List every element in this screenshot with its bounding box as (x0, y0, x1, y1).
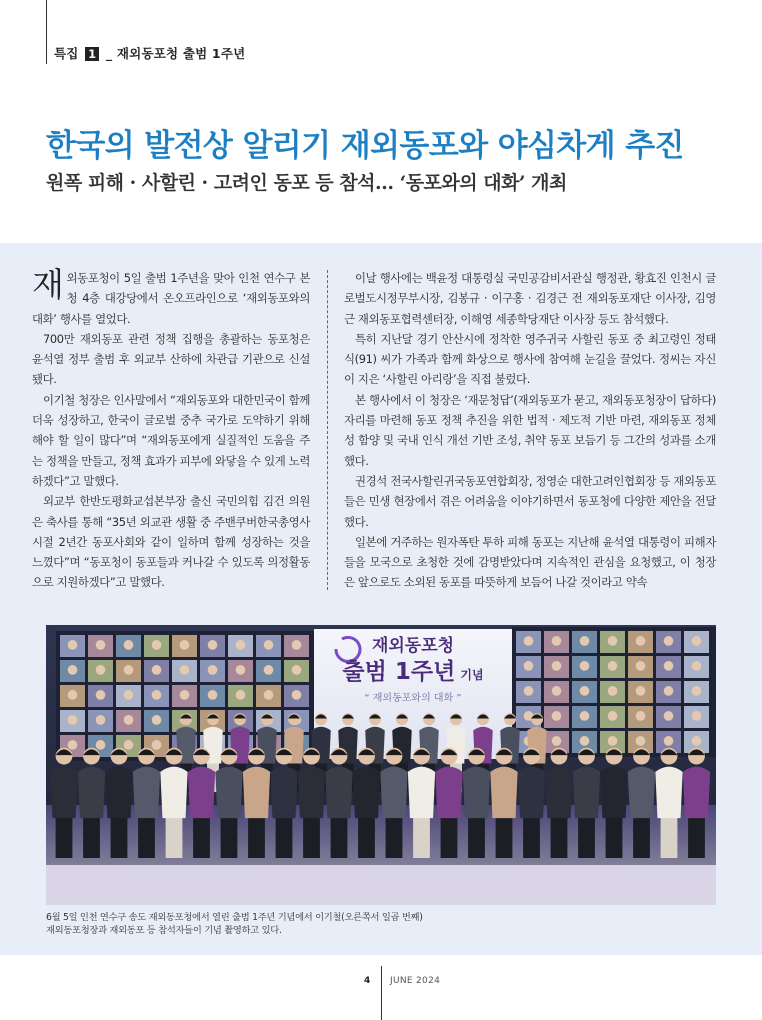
article-paragraph: 이기철 청장은 인사말에서 “재외동포와 대한민국이 함께 더욱 성장하고, 한국이 글로벌 중추 국가로 도약하기 위해 해야 할 일이 많다”며 “재외동포에게 실질적인 도움을 주는 정책을 만들고, 정책 효과가 피부에 와닿을 수 있게 노력하겠다”고 말했다. (32, 392, 310, 488)
video-tile-face (124, 640, 134, 650)
issue-label: JUNE 2024 (390, 976, 441, 986)
caption-line1: 6월 5일 인천 연수구 송도 재외동포청에서 열린 출범 1주년 기념에서 이기철(오른쪽서 일곱 번째) (46, 912, 423, 923)
dropcap: 재 (32, 265, 64, 304)
page-number: 4 (364, 976, 371, 986)
video-tile-face (96, 665, 106, 675)
article-paragraph: 일본에 거주하는 원자폭탄 투하 피해 동포는 지난해 윤석열 대통령이 피해자들을 모국으로 초청한 것에 감명받았다며 지속적인 관심을 요청했고, 이 청장은 앞으로도 소외된 동포를 따뜻하게 보듬어 나갈 것이라고 약속 (344, 534, 716, 590)
video-tile-face (180, 640, 190, 650)
photo-caption (46, 911, 716, 937)
video-tile-face (552, 636, 562, 646)
video-tile-face (152, 715, 162, 725)
video-tile-face (236, 665, 246, 675)
video-tile-face (180, 665, 190, 675)
video-tile-face (580, 636, 590, 646)
video-tile-face (292, 690, 302, 700)
video-tile-face (124, 715, 134, 725)
video-tile-face (692, 686, 702, 696)
video-tile-face (68, 640, 78, 650)
video-tile-face (152, 640, 162, 650)
caption-line2: 재외동포청장과 재외동포 등 참석자들이 기념 촬영하고 있다. (46, 925, 282, 936)
video-tile-face (636, 736, 646, 746)
banner-line1: 재외동포청 (371, 636, 455, 656)
video-tile-face (580, 661, 590, 671)
video-tile-face (580, 686, 590, 696)
video-tile-face (68, 715, 78, 725)
video-tile-face (552, 661, 562, 671)
article-paragraph: 특히 지난달 경기 안산시에 정착한 영주귀국 사할린 동포 중 최고령인 정태식(91) 씨가 가족과 함께 화상으로 행사에 참여해 눈길을 끌었다. 정씨는 자신이 지은 ‘사할린 아리랑’을 직접 불렀다. (344, 331, 716, 387)
video-tile-face (208, 690, 218, 700)
video-tile-face (264, 665, 274, 675)
banner-text (314, 635, 512, 708)
video-tile-face (636, 686, 646, 696)
video-tile-face (524, 661, 534, 671)
video-tile-face (96, 690, 106, 700)
banner-line2: 출범 1주년 (342, 659, 456, 685)
video-tile-face (608, 686, 618, 696)
video-tile-face (692, 661, 702, 671)
video-tile-face (580, 736, 590, 746)
video-tile-face (180, 690, 190, 700)
video-tile-face (608, 736, 618, 746)
section-number-badge: 1 (85, 47, 99, 61)
video-tile-face (692, 636, 702, 646)
article-headline: 한국의 발전상 알리기 재외동포와 야심차게 추진 (46, 128, 684, 164)
video-tile-face (608, 636, 618, 646)
video-tile-face (552, 711, 562, 721)
video-tile-face (664, 736, 674, 746)
column-divider (327, 270, 328, 590)
banner-suffix: 기념 (460, 668, 484, 682)
event-group-photo (46, 625, 716, 905)
video-tile-face (292, 640, 302, 650)
video-tile-face (608, 661, 618, 671)
video-tile-face (552, 686, 562, 696)
video-tile-face (264, 640, 274, 650)
video-tile-face (608, 711, 618, 721)
video-tile-face (208, 640, 218, 650)
section-tag (54, 44, 245, 62)
video-tile-face (152, 690, 162, 700)
video-tile-face (236, 640, 246, 650)
video-tile-face (68, 690, 78, 700)
video-tile-face (292, 665, 302, 675)
banner-line3: “ 재외동포와의 대화 ” (364, 693, 462, 704)
video-tile-face (692, 736, 702, 746)
video-tile-face (524, 636, 534, 646)
footer-vertical-rule (381, 966, 382, 1020)
video-tile-face (96, 715, 106, 725)
video-tile-face (524, 686, 534, 696)
video-tile-face (664, 636, 674, 646)
video-tile-face (236, 690, 246, 700)
video-tile-face (68, 665, 78, 675)
article-paragraph: 권경석 전국사할린귀국동포연합회장, 정영순 대한고려인협회장 등 재외동포들은 민생 현장에서 겪은 어려움을 이야기하면서 동포청에 다양한 제안을 전달했다. (344, 473, 716, 529)
video-tile-face (124, 690, 134, 700)
video-tile-face (68, 740, 78, 750)
section-prefix: 특집 (54, 46, 79, 61)
video-tile-face (152, 740, 162, 750)
video-tile-face (208, 665, 218, 675)
video-tile-face (124, 740, 134, 750)
video-tile-face (152, 665, 162, 675)
video-tile-face (692, 711, 702, 721)
video-tile-face (96, 640, 106, 650)
video-tile-face (552, 736, 562, 746)
section-title: _ 재외동포청 출범 1주년 (105, 46, 246, 61)
article-column-left (32, 265, 310, 593)
video-tile-face (636, 636, 646, 646)
article-paragraph: 재외동포청이 5일 출범 1주년을 맞아 인천 연수구 본청 4층 대강당에서 온오프라인으로 ‘재외동포와의 대화’ 행사를 열었다. (32, 265, 310, 326)
video-tile-face (664, 686, 674, 696)
article-subheadline: 원폭 피해 · 사할린 · 고려인 동포 등 참석… ‘동포와의 대화’ 개최 (46, 172, 567, 194)
video-tile-face (124, 665, 134, 675)
article-paragraph: 외교부 한반도평화교섭본부장 출신 국민의힘 김건 의원은 축사를 통해 “35년 외교관 생활 중 주밴쿠버한국총영사 시절 2년간 동포사회와 같이 일하며 함께 성장하는 것을 느꼈다”며 “동포청이 동포들과 커나갈 수 있도록 의정활동으로 지원하겠다”고 말했다. (32, 494, 310, 590)
article-paragraph: 본 행사에서 이 청장은 ‘재문청답’(재외동포가 묻고, 재외동포청장이 답하다) 자리를 마련해 동포 정책 추진을 위한 법적 · 제도적 기반 마련, 재외동포 정체성 함양 및 국내 인식 개선 기반 조성, 취약 동포 보듬기 등 그간의 성과를 소개했다. (344, 392, 716, 468)
video-tile-face (636, 661, 646, 671)
video-tile-face (664, 711, 674, 721)
article-paragraph: 700만 재외동포 관련 정책 집행을 총괄하는 동포청은 윤석열 정부 출범 후 외교부 산하에 차관급 기관으로 신설됐다. (32, 331, 310, 387)
video-tile-face (96, 740, 106, 750)
article-column-right (344, 268, 716, 593)
article-paragraph: 이날 행사에는 백윤정 대통령실 국민공감비서관실 행정관, 황효진 인천시 글로벌도시정무부시장, 김봉규 · 이구홍 · 김경근 전 재외동포재단 이사장, 김영근 재외동포협력센터장, 이해영 세종학당재단 이사장 등도 참석했다. (344, 271, 716, 326)
video-tile-face (636, 711, 646, 721)
video-tile-face (664, 661, 674, 671)
header-vertical-rule (46, 0, 47, 64)
video-tile-face (264, 690, 274, 700)
video-tile-face (580, 711, 590, 721)
